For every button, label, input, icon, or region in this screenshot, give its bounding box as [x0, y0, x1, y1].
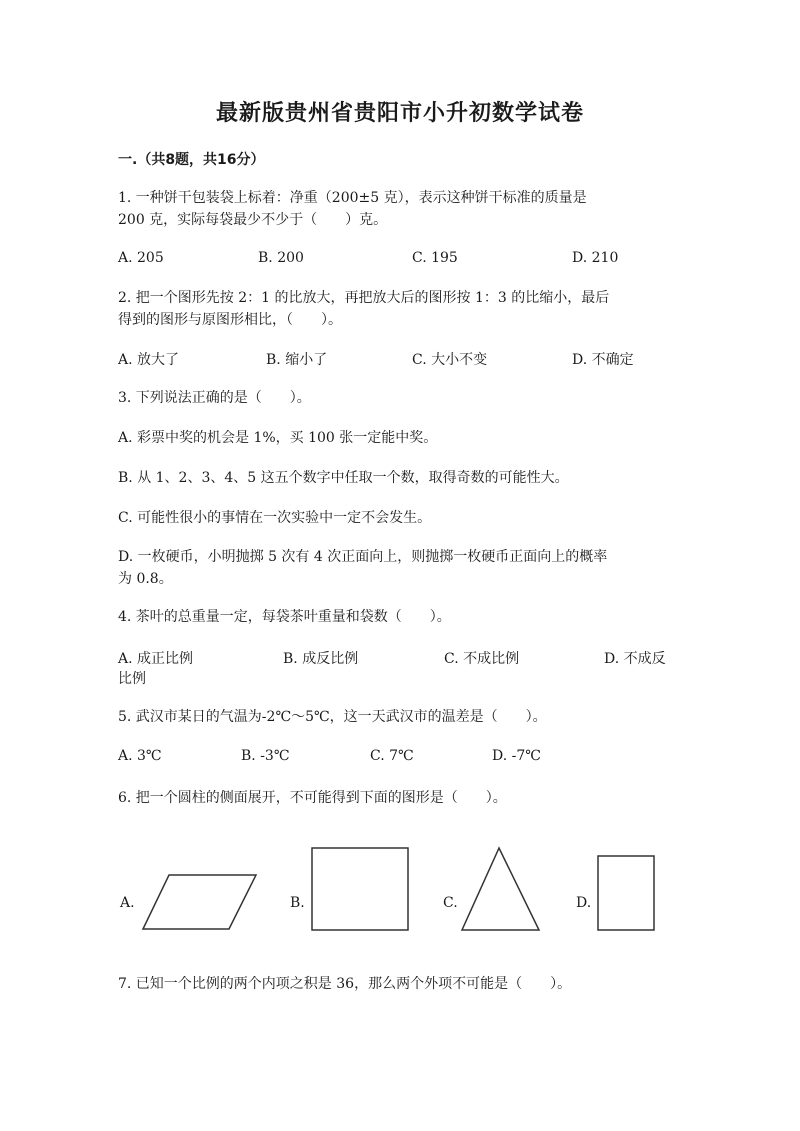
q2-stem-line1: 2. 把一个图形先按 2：1 的比放大，再把放大后的图形按 1：3 的比缩小，最后 [118, 290, 610, 306]
q5-option-c: C. 7℃ [370, 748, 414, 764]
q1-option-b: B. 200 [258, 250, 304, 266]
page-title: 最新版贵州省贵阳市小升初数学试卷 [215, 101, 584, 126]
q5-stem: 5. 武汉市某日的气温为-2℃～5℃，这一天武汉市的温差是（ ）。 [118, 709, 547, 725]
section-heading: 一.（共8题，共16分） [118, 152, 265, 168]
q3-option-b: B. 从 1、2、3、4、5 这五个数字中任取一个数，取得奇数的可能性大。 [118, 470, 569, 486]
q6-label-c: C. [443, 895, 458, 911]
q4-stem: 4. 茶叶的总重量一定，每袋茶叶重量和袋数（ ）。 [118, 609, 451, 625]
q6-label-b: B. [290, 895, 305, 911]
q1-stem-line1: 1. 一种饼干包装袋上标着：净重（200±5 克），表示这种饼干标准的质量是 [118, 190, 587, 206]
q4-option-a: A. 成正比例 [118, 651, 194, 667]
q7-stem: 7. 已知一个比例的两个内项之积是 36，那么两个外项不可能是（ ）。 [118, 976, 572, 992]
q4-option-d-wrap: 比例 [118, 671, 146, 687]
q6-label-d: D. [576, 895, 592, 911]
q2-option-b: B. 缩小了 [266, 352, 328, 368]
q2-option-d: D. 不确定 [572, 352, 634, 368]
q1-option-c: C. 195 [412, 250, 458, 266]
q3-option-d-line2: 为 0.8。 [118, 571, 173, 587]
q1-option-d: D. 210 [572, 250, 619, 266]
q4-option-c: C. 不成比例 [444, 651, 520, 667]
q4-option-b: B. 成反比例 [283, 651, 359, 667]
q3-stem: 3. 下列说法正确的是（ ）。 [118, 390, 311, 406]
q4-option-d: D. 不成反 [604, 651, 666, 667]
q6-label-a: A. [120, 895, 135, 911]
q5-option-a: A. 3℃ [118, 748, 162, 764]
q5-option-d: D. -7℃ [492, 748, 541, 764]
q2-option-c: C. 大小不变 [412, 352, 488, 368]
q1-option-a: A. 205 [118, 250, 164, 266]
q3-option-c: C. 可能性很小的事情在一次实验中一定不会发生。 [118, 510, 432, 526]
q2-option-a: A. 放大了 [118, 352, 180, 368]
parallelogram-shape [143, 875, 256, 929]
q3-option-a: A. 彩票中奖的机会是 1%，买 100 张一定能中奖。 [118, 430, 438, 446]
square-shape [312, 848, 408, 930]
triangle-shape [462, 848, 539, 930]
q1-stem-line2: 200 克，实际每袋最少不少于（ ）克。 [118, 212, 388, 228]
q6-stem: 6. 把一个圆柱的侧面展开，不可能得到下面的图形是（ ）。 [118, 790, 507, 806]
q2-stem-line2: 得到的图形与原图形相比，（ ）。 [118, 312, 342, 328]
rectangle-shape [598, 856, 654, 930]
q3-option-d-line1: D. 一枚硬币，小明抛掷 5 次有 4 次正面向上，则抛掷一枚硬币正面向上的概率 [118, 549, 608, 565]
q5-option-b: B. -3℃ [241, 748, 290, 764]
